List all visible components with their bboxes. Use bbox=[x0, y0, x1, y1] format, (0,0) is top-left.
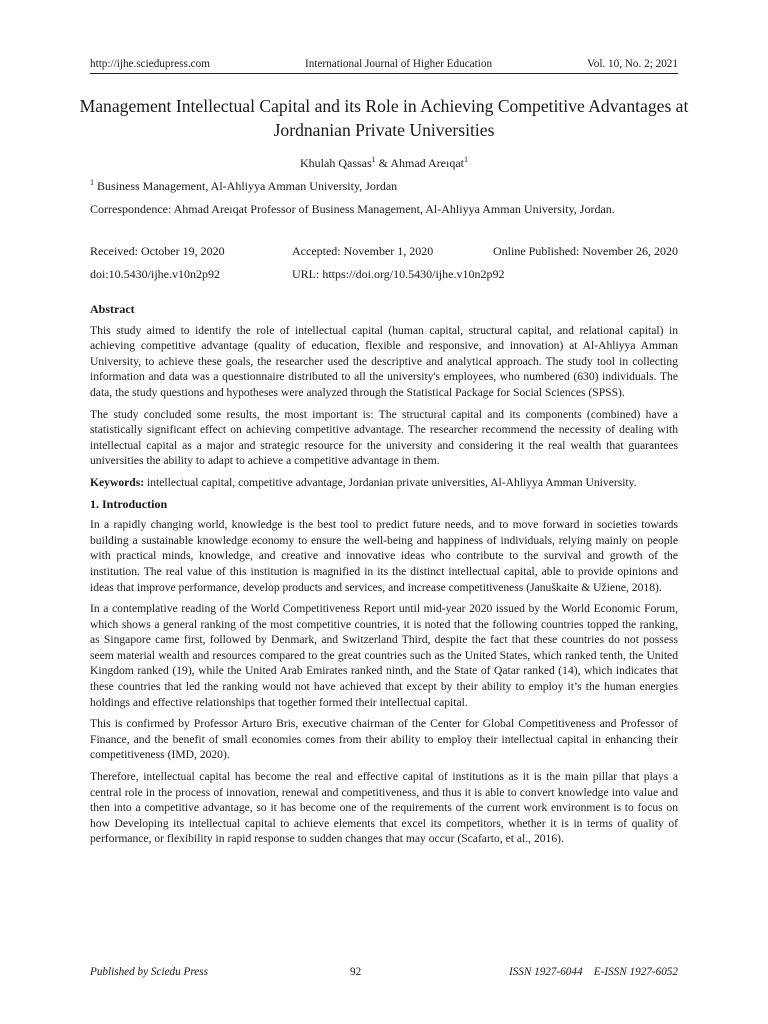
intro-paragraph: In a rapidly changing world, knowledge is the best tool to predict future needs, and to move forward in societies towards building a sustainable knowledge economy to ensure the well-being and happiness of individuals, relying mainly on people with practical minds, knowledge, and creative and innovative ideas who contribute to the survival and growth of the institution. The real value of this institution is magnified in its the distinct intellectual capital, able to provide opinions and ideas that improve performance, develop products and services, and increase competitiveness (Januškaite & Užiene, 2018). bbox=[90, 518, 678, 594]
publisher: Published by Sciedu Press bbox=[90, 966, 208, 978]
publication-dates bbox=[90, 240, 678, 286]
intro-paragraph: This is confirmed by Professor Arturo Bris, executive chairman of the Center for Global Competitiveness and Professor of Finance, and the benefit of small economies comes from their ability to employ their intellectual capital in enhancing their competitiveness (IMD, 2020). bbox=[90, 717, 678, 762]
published-date: Online Published: November 26, 2020 bbox=[493, 244, 678, 258]
author-1-affil-mark: 1 bbox=[371, 155, 376, 164]
doi-url[interactable]: URL: https://doi.org/10.5430/ijhe.v10n2p92 bbox=[292, 267, 505, 281]
volume-info: Vol. 10, No. 2; 2021 bbox=[587, 58, 678, 70]
author-1: Khulah Qassas bbox=[300, 156, 372, 170]
eissn: E-ISSN 1927-6052 bbox=[593, 966, 678, 978]
affiliation bbox=[90, 179, 397, 194]
abstract-heading: Abstract bbox=[90, 302, 135, 316]
keywords-list: intellectual capital, competitive advantage, Jordanian private universities, Al-Ahliyya Amman University. bbox=[144, 475, 637, 489]
author-2: Ahmad Areıqat bbox=[390, 156, 464, 170]
intro-paragraph: In a contemplative reading of the World Competitiveness Report until mid-year 2020 issued by the World Economic Forum, which shows a general ranking of the most competitive countries, it is noted that the following countries topped the ranking, as Singapore came first, followed by Denmark, and Switzerland Third, despite the fact that these countries do not possess seem material wealth and resources compared to the great countries such as the United States, which ranked tenth, the United Kingdom ranked (19), while the United Arab Emirates ranked ninth, and the State of Qatar ranked (14), which indicates that these countries that led the ranking would not have achieved that except by their ability to employ it’s the human energies holdings and effective relationships that together formed their intellectual capital. bbox=[90, 602, 678, 709]
author-2-affil-mark: 1 bbox=[463, 155, 468, 164]
paper-title: Management Intellectual Capital and its Role in Achieving Competitive Advantages at Jordnanian Private Universities bbox=[79, 96, 689, 140]
affiliation-mark: 1 bbox=[90, 178, 94, 187]
journal-name: International Journal of Higher Education bbox=[305, 58, 493, 70]
correspondence: Correspondence: Ahmad Areıqat Professor of Business Management, Al-Ahliyya Amman University, Jordan. bbox=[90, 202, 615, 216]
keywords bbox=[90, 475, 678, 491]
issn-block bbox=[509, 966, 678, 978]
abstract-paragraph: This study aimed to identify the role of intellectual capital (human capital, structural capital, and relational capital) in achieving competitive advantage (quality of education, flexible and responsive, and innovation) at Al-Ahliyya Amman University, to achieve these goals, the researcher used the descriptive and analytical approach. The study tool in collecting information and data was a questionnaire distributed to all the university's employees, who numbered (630) individuals. The data, the study questions and hypotheses were analyzed through the Statistical Package for Social Sciences (SPSS). bbox=[90, 323, 678, 399]
abstract-paragraph: The study concluded some results, the most important is: The structural capital and its components (combined) have a statistically significant effect on achieving competitive advantage. The researcher recommend the necessity of dealing with intellectual capital as a major and strategic resource for the university and considering it the real wealth that guarantees universities the ability to adapt to achieve a competitive advantage in them. bbox=[90, 407, 678, 468]
author-separator: & bbox=[375, 156, 391, 170]
introduction-heading: 1. Introduction bbox=[90, 496, 168, 511]
keywords-label: Keywords: bbox=[90, 475, 145, 489]
page-number: 92 bbox=[350, 966, 362, 978]
running-footer bbox=[90, 966, 678, 978]
accepted-date: Accepted: November 1, 2020 bbox=[292, 244, 434, 258]
author-line bbox=[90, 156, 678, 171]
doi[interactable]: doi:10.5430/ijhe.v10n2p92 bbox=[90, 267, 220, 281]
affiliation-text: Business Management, Al-Ahliyya Amman University, Jordan bbox=[97, 179, 398, 193]
intro-paragraph: Therefore, intellectual capital has become the real and effective capital of institutions as it is the main pillar that plays a central role in the process of innovation, renewal and competitiveness, and thus it is able to convert knowledge into value and then into a competitive advantage, so it has become one of the requirements of the current work environment is to focus on how Developing its intellectual capital to achieve elements that excel its competitors, whether it is in terms of quality of performance, or flexibility in rapid response to sudden changes that may occur (Scafarto, et al., 2016). bbox=[90, 770, 678, 846]
issn: ISSN 1927-6044 bbox=[508, 966, 583, 978]
article-body bbox=[90, 302, 678, 853]
received-date: Received: October 19, 2020 bbox=[90, 244, 225, 258]
running-header bbox=[90, 58, 678, 74]
journal-url[interactable]: http://ijhe.sciedupress.com bbox=[90, 58, 210, 70]
